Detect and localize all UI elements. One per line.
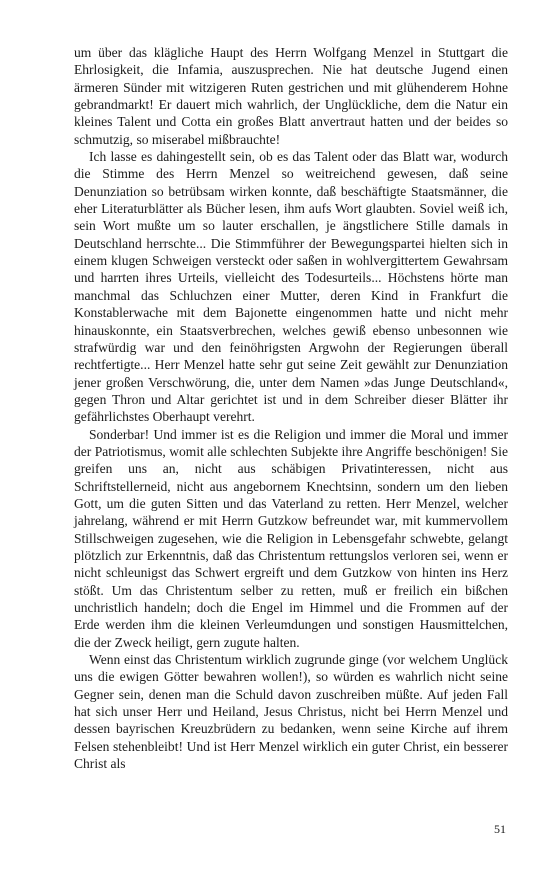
- page-number: 51: [494, 822, 506, 836]
- page-body: [74, 44, 508, 772]
- paragraph-1: um über das klägliche Haupt des Herrn Wolfgang Menzel in Stuttgart die Ehrlosigkeit, die Infamia, auszusprechen. Nie hat deutsche Jugend einen ärmeren Sünder mit witzigeren Ruten gestrichen und mit glühenderem Hohne gebrandmarkt! Er dauert mich wahrlich, der Unglückliche, dem die Natur ein kleines Talent und Cotta ein großes Blatt anvertraut hatten und der beides so schmutzig, so miserabel mißbrauchte!: [74, 45, 508, 147]
- paragraph-4: Wenn einst das Christentum wirklich zugrunde ginge (vor welchem Unglück uns die ewigen Götter bewahren wollen!), so würden es wahrlich nicht seine Gegner sein, denen man die Schuld davon zuschreiben müßte. Auf jeden Fall hat sich unser Herr und Heiland, Jesus Christus, nicht bei Herrn Menzel und dessen bayrischen Kreuzbrüdern zu bedanken, wenn seine Kirche auf ihrem Felsen stehenbleibt! Und ist Herr Menzel wirklich ein guter Christ, ein besserer Christ als: [74, 652, 508, 772]
- paragraph-2: Ich lasse es dahingestellt sein, ob es das Talent oder das Blatt war, wodurch die Stimme des Herrn Menzel so weitreichend gewesen, daß seine Denunziation so betrübsam wirken konnte, daß beschäftigte Staatsmänner, die eher Literaturblätter als Bücher lesen, ihm aufs Wort glaubten. Soviel weiß ich, sein Wort mußte um so lauter erschallen, je ängstlichere Stille damals in Deutschland herrschte... Die Stimmführer der Bewegungspartei hielten sich in einem klugen Schweigen versteckt oder saßen in wohlvergittertem Gewahrsam und harrten ihres Urteils, vielleicht des Todesurteils... Höchstens hörte man manchmal das Schluchzen einer Mutter, deren Kind in Frankfurt die Konstablerwache mit dem Bajonette eingenommen hatte und nicht mehr hinauskonnte, ein Staatsverbrechen, welches gewiß ebenso unbesonnen wie strafwürdig war und den feinöhrigsten Argwohn der Regierungen überall rechtfertigte... Herr Menzel hatte sehr gut seine Zeit gewählt zur Denunziation jener großen Verschwörung, die, unter dem Namen »das Junge Deutschland«, gegen Thron und Altar gerichtet ist und in dem Schreiber dieser Blätter ihr gefährlichstes Oberhaupt verehrt.: [74, 149, 508, 425]
- paragraph-3: Sonderbar! Und immer ist es die Religion und immer die Moral und immer der Patriotismus, womit alle schlechten Subjekte ihre Angriffe beschönigen! Sie greifen uns an, nicht aus schäbigen Privatinteressen, nicht aus Schriftstellerneid, nicht aus angebornem Knechtsinn, sondern um den lieben Gott, um die guten Sitten und das Vaterland zu retten. Herr Menzel, welcher jahrelang, während er mit Herrn Gutzkow befreundet war, mit kummervollem Stillschweigen zugesehen, wie die Religion in Lebensgefahr schwebte, gelangt plötzlich zur Erkenntnis, daß das Christentum rettungslos verloren sei, wenn er nicht schleunigst das Schwert ergreift und dem Gutzkow von hinten ins Herz stößt. Um das Christentum selber zu retten, muß er freilich ein bißchen unchristlich handeln; doch die Engel im Himmel und die Frommen auf der Erde werden ihm die kleinen Verleumdungen und sonstigen Hausmittelchen, die der Zweck heiligt, gern zugute halten.: [74, 426, 508, 650]
